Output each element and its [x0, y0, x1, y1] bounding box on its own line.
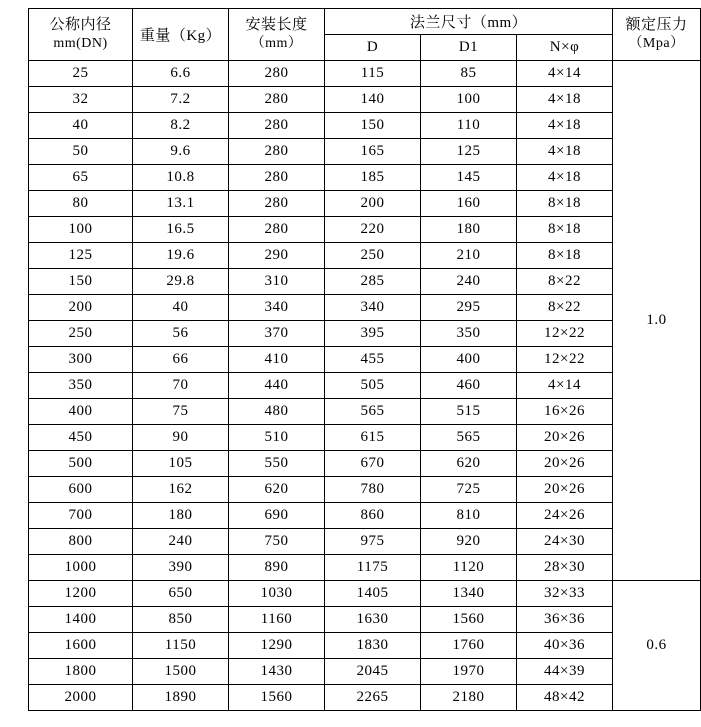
cell-flange-nphi: 8×22: [517, 269, 613, 295]
table-row: [29, 399, 701, 425]
cell-flange-d: 1630: [325, 607, 421, 633]
cell-installation-length: 370: [229, 321, 325, 347]
cell-flange-d: 140: [325, 87, 421, 113]
specification-table: [28, 8, 701, 711]
cell-nominal-diameter: 150: [29, 269, 133, 295]
header-flange-d1: D1: [421, 35, 517, 61]
table-row: [29, 581, 701, 607]
cell-weight: 56: [133, 321, 229, 347]
cell-flange-d1: 180: [421, 217, 517, 243]
cell-flange-d1: 400: [421, 347, 517, 373]
cell-nominal-diameter: 32: [29, 87, 133, 113]
cell-installation-length: 1560: [229, 685, 325, 711]
cell-flange-d1: 350: [421, 321, 517, 347]
cell-weight: 16.5: [133, 217, 229, 243]
cell-installation-length: 410: [229, 347, 325, 373]
cell-weight: 1150: [133, 633, 229, 659]
cell-flange-d1: 100: [421, 87, 517, 113]
cell-weight: 29.8: [133, 269, 229, 295]
table-header: [29, 9, 701, 61]
cell-flange-nphi: 4×14: [517, 61, 613, 87]
cell-nominal-diameter: 125: [29, 243, 133, 269]
cell-weight: 90: [133, 425, 229, 451]
header-row-1: [29, 9, 701, 35]
table-row: [29, 451, 701, 477]
cell-flange-d: 220: [325, 217, 421, 243]
cell-weight: 10.8: [133, 165, 229, 191]
cell-flange-d1: 295: [421, 295, 517, 321]
cell-flange-nphi: 20×26: [517, 477, 613, 503]
cell-nominal-diameter: 65: [29, 165, 133, 191]
header-nominal-diameter: [29, 9, 133, 61]
cell-nominal-diameter: 400: [29, 399, 133, 425]
cell-flange-nphi: 28×30: [517, 555, 613, 581]
cell-flange-d: 505: [325, 373, 421, 399]
table-row: [29, 555, 701, 581]
cell-flange-d1: 110: [421, 113, 517, 139]
cell-weight: 850: [133, 607, 229, 633]
cell-nominal-diameter: 2000: [29, 685, 133, 711]
header-rated-pressure-line2: （Mpa）: [628, 36, 685, 52]
cell-installation-length: 280: [229, 165, 325, 191]
cell-flange-d1: 1970: [421, 659, 517, 685]
cell-flange-d1: 920: [421, 529, 517, 555]
cell-flange-d1: 210: [421, 243, 517, 269]
cell-flange-d: 2045: [325, 659, 421, 685]
cell-flange-nphi: 8×18: [517, 217, 613, 243]
cell-flange-d1: 125: [421, 139, 517, 165]
cell-nominal-diameter: 1800: [29, 659, 133, 685]
table-row: [29, 139, 701, 165]
cell-flange-d1: 1760: [421, 633, 517, 659]
cell-flange-d1: 240: [421, 269, 517, 295]
cell-weight: 7.2: [133, 87, 229, 113]
cell-nominal-diameter: 700: [29, 503, 133, 529]
table-row: [29, 347, 701, 373]
cell-flange-nphi: 12×22: [517, 347, 613, 373]
table-row: [29, 61, 701, 87]
cell-flange-nphi: 16×26: [517, 399, 613, 425]
cell-flange-d1: 460: [421, 373, 517, 399]
cell-flange-d: 200: [325, 191, 421, 217]
header-installation-length-line1: 安装长度: [245, 17, 308, 34]
cell-flange-d: 285: [325, 269, 421, 295]
cell-installation-length: 280: [229, 61, 325, 87]
header-nominal-diameter-line2: mm(DN): [53, 36, 108, 52]
cell-weight: 162: [133, 477, 229, 503]
cell-flange-nphi: 4×18: [517, 139, 613, 165]
cell-installation-length: 310: [229, 269, 325, 295]
cell-flange-d: 780: [325, 477, 421, 503]
cell-nominal-diameter: 300: [29, 347, 133, 373]
cell-flange-d1: 565: [421, 425, 517, 451]
table-body: [29, 61, 701, 711]
cell-weight: 75: [133, 399, 229, 425]
table-row: [29, 269, 701, 295]
table-row: [29, 607, 701, 633]
cell-nominal-diameter: 500: [29, 451, 133, 477]
cell-weight: 650: [133, 581, 229, 607]
table-row: [29, 113, 701, 139]
header-rated-pressure-line1: 额定压力: [625, 17, 688, 34]
cell-installation-length: 1290: [229, 633, 325, 659]
cell-flange-d1: 810: [421, 503, 517, 529]
table-row: [29, 659, 701, 685]
cell-flange-nphi: 8×18: [517, 191, 613, 217]
cell-installation-length: 750: [229, 529, 325, 555]
cell-installation-length: 340: [229, 295, 325, 321]
cell-installation-length: 280: [229, 87, 325, 113]
cell-flange-nphi: 4×18: [517, 87, 613, 113]
cell-installation-length: 890: [229, 555, 325, 581]
cell-nominal-diameter: 1400: [29, 607, 133, 633]
cell-nominal-diameter: 350: [29, 373, 133, 399]
cell-nominal-diameter: 600: [29, 477, 133, 503]
header-flange-nphi: N×φ: [517, 35, 613, 61]
cell-installation-length: 480: [229, 399, 325, 425]
header-nominal-diameter-line1: 公称内径: [49, 17, 112, 34]
cell-installation-length: 550: [229, 451, 325, 477]
cell-flange-nphi: 4×18: [517, 113, 613, 139]
cell-flange-d1: 620: [421, 451, 517, 477]
table-row: [29, 373, 701, 399]
cell-weight: 6.6: [133, 61, 229, 87]
cell-flange-d: 860: [325, 503, 421, 529]
cell-nominal-diameter: 450: [29, 425, 133, 451]
cell-weight: 9.6: [133, 139, 229, 165]
cell-flange-nphi: 4×14: [517, 373, 613, 399]
header-rated-pressure: [613, 9, 701, 61]
cell-installation-length: 290: [229, 243, 325, 269]
cell-flange-nphi: 36×36: [517, 607, 613, 633]
cell-nominal-diameter: 200: [29, 295, 133, 321]
cell-flange-nphi: 20×26: [517, 425, 613, 451]
cell-flange-d: 1175: [325, 555, 421, 581]
cell-rated-pressure: 1.0: [613, 61, 701, 581]
cell-flange-d1: 145: [421, 165, 517, 191]
cell-flange-nphi: 8×22: [517, 295, 613, 321]
header-installation-length: [229, 9, 325, 61]
cell-flange-d: 395: [325, 321, 421, 347]
cell-flange-nphi: 44×39: [517, 659, 613, 685]
cell-weight: 70: [133, 373, 229, 399]
table-row: [29, 191, 701, 217]
cell-flange-d1: 1560: [421, 607, 517, 633]
cell-weight: 13.1: [133, 191, 229, 217]
cell-flange-d1: 1340: [421, 581, 517, 607]
cell-nominal-diameter: 40: [29, 113, 133, 139]
header-weight: 重量（Kg）: [133, 9, 229, 61]
cell-flange-d1: 515: [421, 399, 517, 425]
cell-installation-length: 280: [229, 217, 325, 243]
table-row: [29, 503, 701, 529]
cell-flange-d: 1405: [325, 581, 421, 607]
table-row: [29, 321, 701, 347]
cell-nominal-diameter: 1600: [29, 633, 133, 659]
cell-flange-d: 670: [325, 451, 421, 477]
cell-flange-nphi: 12×22: [517, 321, 613, 347]
cell-weight: 19.6: [133, 243, 229, 269]
cell-flange-nphi: 24×26: [517, 503, 613, 529]
cell-flange-d: 185: [325, 165, 421, 191]
cell-installation-length: 690: [229, 503, 325, 529]
cell-nominal-diameter: 250: [29, 321, 133, 347]
cell-nominal-diameter: 100: [29, 217, 133, 243]
cell-flange-d: 115: [325, 61, 421, 87]
cell-flange-nphi: 20×26: [517, 451, 613, 477]
cell-weight: 40: [133, 295, 229, 321]
cell-installation-length: 1030: [229, 581, 325, 607]
cell-flange-d: 565: [325, 399, 421, 425]
cell-flange-nphi: 32×33: [517, 581, 613, 607]
cell-weight: 240: [133, 529, 229, 555]
cell-flange-nphi: 4×18: [517, 165, 613, 191]
cell-nominal-diameter: 800: [29, 529, 133, 555]
cell-installation-length: 440: [229, 373, 325, 399]
header-installation-length-line2: （mm）: [250, 36, 303, 52]
table-row: [29, 477, 701, 503]
cell-installation-length: 280: [229, 113, 325, 139]
cell-flange-d: 2265: [325, 685, 421, 711]
cell-flange-d1: 1120: [421, 555, 517, 581]
cell-flange-nphi: 48×42: [517, 685, 613, 711]
cell-installation-length: 620: [229, 477, 325, 503]
cell-flange-d: 975: [325, 529, 421, 555]
cell-flange-d: 165: [325, 139, 421, 165]
cell-flange-d: 615: [325, 425, 421, 451]
cell-flange-d: 1830: [325, 633, 421, 659]
cell-installation-length: 280: [229, 139, 325, 165]
table-row: [29, 243, 701, 269]
cell-weight: 8.2: [133, 113, 229, 139]
cell-installation-length: 1160: [229, 607, 325, 633]
cell-flange-nphi: 24×30: [517, 529, 613, 555]
table-row: [29, 633, 701, 659]
table-row: [29, 87, 701, 113]
cell-weight: 1500: [133, 659, 229, 685]
table-row: [29, 217, 701, 243]
table-row: [29, 165, 701, 191]
cell-installation-length: 1430: [229, 659, 325, 685]
cell-flange-d1: 160: [421, 191, 517, 217]
table-row: [29, 529, 701, 555]
cell-flange-nphi: 8×18: [517, 243, 613, 269]
cell-installation-length: 280: [229, 191, 325, 217]
cell-flange-d: 150: [325, 113, 421, 139]
cell-rated-pressure: 0.6: [613, 581, 701, 711]
table-row: [29, 295, 701, 321]
cell-nominal-diameter: 80: [29, 191, 133, 217]
cell-weight: 66: [133, 347, 229, 373]
cell-flange-d: 250: [325, 243, 421, 269]
cell-weight: 1890: [133, 685, 229, 711]
cell-nominal-diameter: 1200: [29, 581, 133, 607]
cell-flange-d1: 85: [421, 61, 517, 87]
cell-installation-length: 510: [229, 425, 325, 451]
header-flange-group: 法兰尺寸（mm）: [325, 9, 613, 35]
cell-nominal-diameter: 1000: [29, 555, 133, 581]
cell-weight: 390: [133, 555, 229, 581]
table-row: [29, 425, 701, 451]
cell-nominal-diameter: 50: [29, 139, 133, 165]
cell-flange-d1: 725: [421, 477, 517, 503]
table-row: [29, 685, 701, 711]
cell-flange-d: 455: [325, 347, 421, 373]
header-flange-d: D: [325, 35, 421, 61]
cell-weight: 180: [133, 503, 229, 529]
cell-flange-nphi: 40×36: [517, 633, 613, 659]
cell-flange-d1: 2180: [421, 685, 517, 711]
cell-weight: 105: [133, 451, 229, 477]
cell-nominal-diameter: 25: [29, 61, 133, 87]
cell-flange-d: 340: [325, 295, 421, 321]
